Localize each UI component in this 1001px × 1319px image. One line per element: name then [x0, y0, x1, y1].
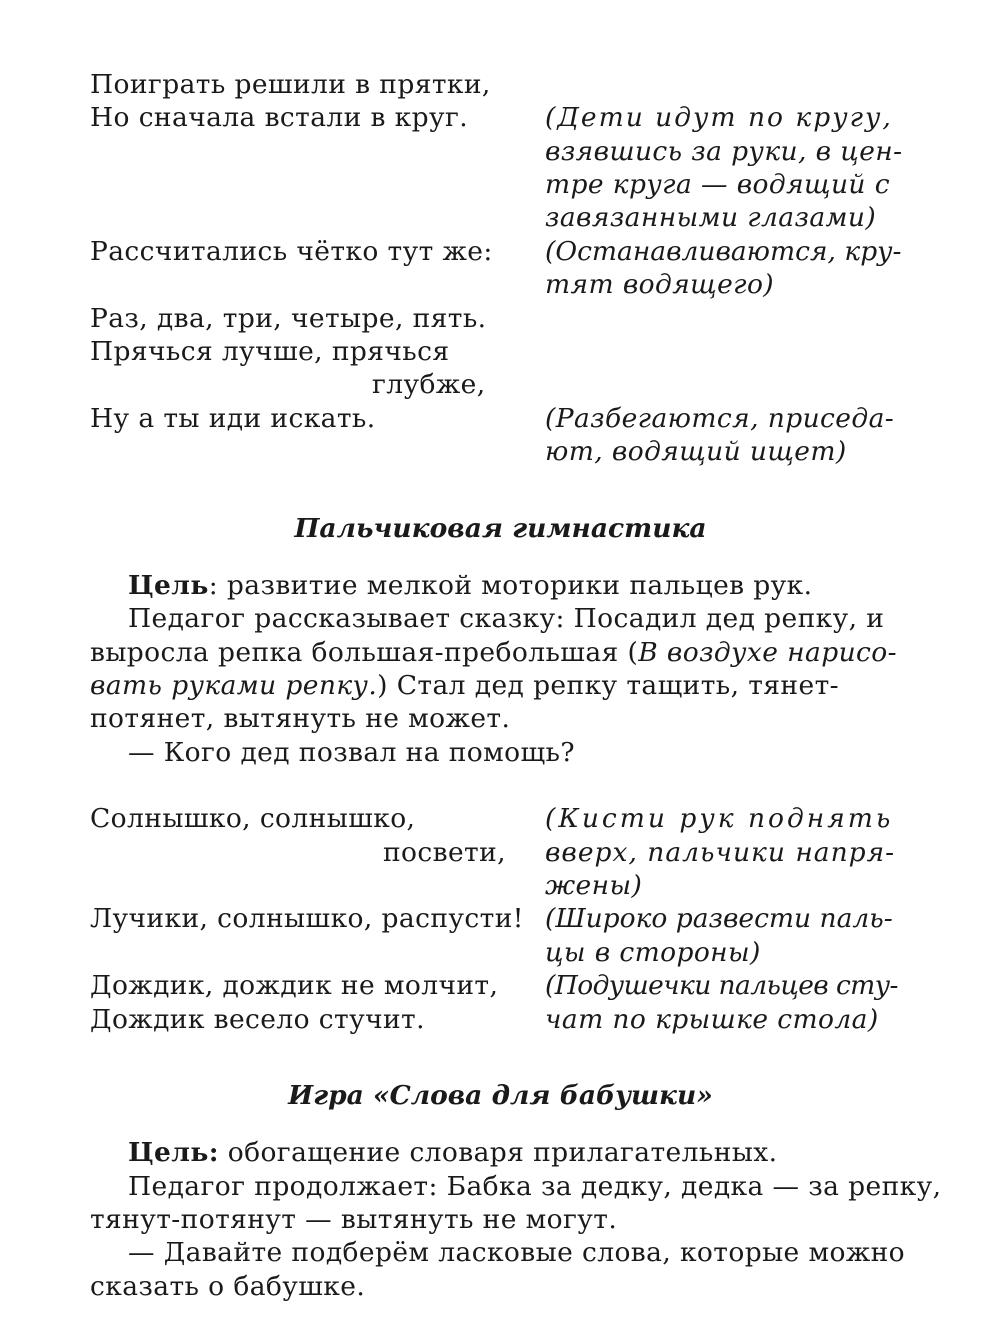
poem2-direction-7: чат по крышке стола): [545, 1004, 879, 1035]
goal-label: Цель:: [128, 1137, 219, 1168]
poem1-line-4: Раз, два, три, четыре, пять.: [90, 303, 487, 334]
section-title-finger-gymnastics: Пальчиковая гимнастика: [294, 513, 707, 544]
goal-label: Цель: [128, 570, 209, 601]
section2-paragraph2-line-1: — Давайте подберём ласковые слова, которые можно: [128, 1237, 906, 1268]
text-run: выросла репка большая-пребольшая (: [90, 637, 639, 668]
poem1-direction-3: тре круга — водящий с: [545, 169, 890, 200]
poem1-line-3: Рассчитались чётко тут же:: [90, 236, 493, 267]
poem2-direction-6: (Подушечки пальцев сту-: [545, 970, 898, 1001]
section2-paragraph-line-2: тянут-потянут — вытянуть не могут.: [90, 1204, 618, 1235]
text-run: ) Стал дед репку тащить, тянет-: [377, 670, 839, 701]
section1-paragraph-line-3: [90, 669, 839, 702]
section2-goal: [128, 1136, 777, 1169]
section2-paragraph-line-1: Педагог продолжает: Бабка за дедку, дедка — за репку,: [128, 1171, 942, 1202]
section1-paragraph-line-1: Педагог рассказывает сказку: Посадил дед репку, и: [128, 603, 885, 634]
section1-goal: [128, 569, 812, 602]
poem2-direction-5: цы в стороны): [545, 937, 761, 968]
goal-text: : развитие мелкой моторики пальцев рук.: [208, 570, 813, 601]
poem1-line-7: Ну а ты иди искать.: [90, 403, 376, 434]
poem2-direction-4: (Широко развести паль-: [545, 903, 893, 934]
goal-text: обогащение словаря прилагательных.: [218, 1137, 778, 1168]
poem1-direction-4: завязанными глазами): [545, 202, 877, 233]
poem2-line-5: Дождик весело стучит.: [90, 1004, 425, 1035]
italic-instruction-cont: вать руками репку.: [90, 670, 378, 701]
section2-paragraph2-line-2: сказать о бабушке.: [90, 1271, 366, 1302]
poem1-direction-8: ют, водящий ищет): [545, 436, 847, 467]
poem2-line-4: Дождик, дождик не молчит,: [90, 970, 499, 1001]
poem1-direction-7: (Разбегаются, приседа-: [545, 403, 895, 434]
poem2-direction-3: жены): [545, 870, 643, 901]
poem1-line-5: Прячься лучше, прячься: [90, 336, 450, 367]
poem1-direction-1: (Дети идут по кругу,: [545, 102, 893, 133]
section-title-words-for-grandma: Игра «Слова для бабушки»: [288, 1080, 713, 1111]
poem1-direction-5: (Останавливаются, кру-: [545, 236, 902, 267]
italic-instruction: В воздухе нарисо-: [638, 637, 897, 668]
poem1-line-6: глубже,: [372, 369, 486, 400]
poem2-direction-1: (Кисти рук поднять: [545, 803, 894, 834]
section1-paragraph-line-2: [90, 636, 897, 669]
poem2-line-2: посвети,: [383, 837, 507, 868]
poem2-line-3: Лучики, солнышко, распусти!: [90, 903, 524, 934]
poem1-direction-6: тят водящего): [545, 269, 775, 300]
section1-paragraph-line-4: потянет, вытянуть не может.: [90, 703, 511, 734]
poem1-line-1: Поиграть решили в прятки,: [90, 69, 491, 100]
poem1-line-2: Но сначала встали в круг.: [90, 102, 469, 133]
poem2-direction-2: вверх, пальчики напря-: [545, 837, 896, 868]
poem2-line-1: Солнышко, солнышко,: [90, 803, 416, 834]
section1-question: — Кого дед позвал на помощь?: [128, 737, 575, 768]
poem1-direction-2: взявшись за руки, в цен-: [545, 136, 903, 167]
